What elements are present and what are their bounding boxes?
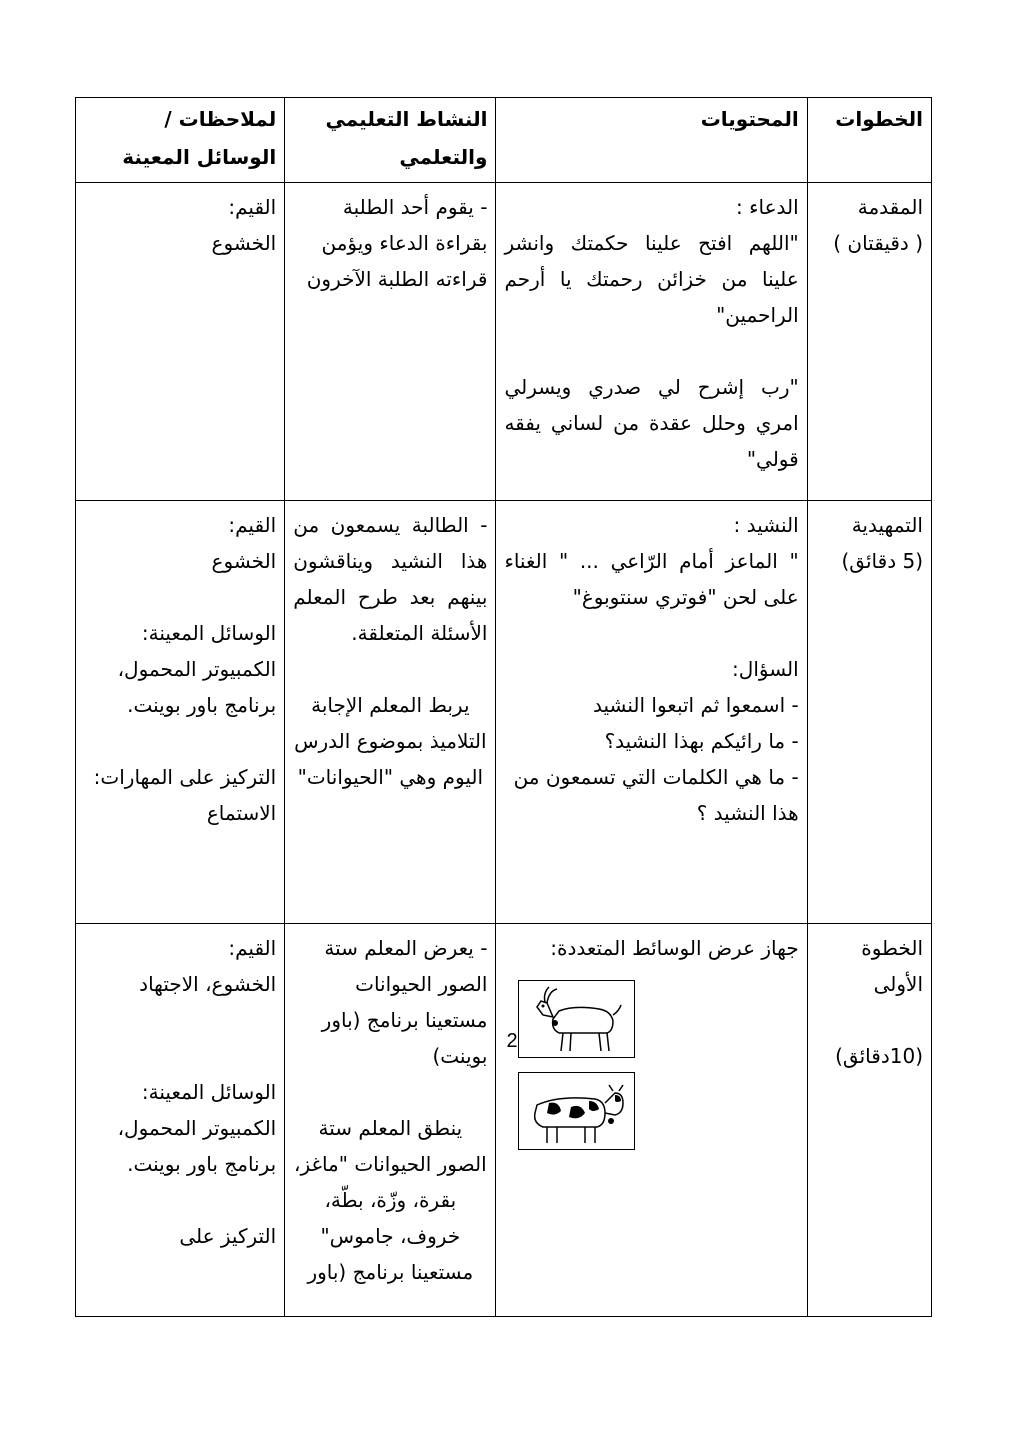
step-label: المقدمة ( دقيقتان ) (833, 195, 923, 255)
notes-text: الوسائل المعينة: الكمبيوتر المحمول، برنامج باور بوينت. (117, 1080, 277, 1176)
contents-text: جهاز عرض الوسائط المتعددة: (550, 936, 799, 960)
notes-text: التركيز على (179, 1224, 277, 1248)
contents-text: "رب إشرح لي صدري ويسرلي امري وحلل عقدة من لساني يفقه قولي" (504, 375, 799, 471)
notes-text: القيم: الخشوع، الاجتهاد (139, 936, 277, 996)
contents-text: السؤال: - اسمعوا ثم اتبعوا النشيد - ما رائيكم بهذا النشيد؟ - ما هي الكلمات التي تسمعون من هذا النشيد ؟ (513, 657, 799, 825)
header-row (76, 98, 932, 183)
header-steps: الخطوات (807, 98, 931, 183)
step-cell (807, 924, 931, 1317)
table-row (76, 501, 932, 924)
cow-picture (518, 1072, 635, 1150)
activity-text: يربط المعلم الإجابة التلاميذ بموضوع الدرس اليوم وهي "الحيوانات" (294, 693, 487, 789)
notes-text: القيم: الخشوع (211, 195, 277, 255)
contents-cell (496, 501, 807, 924)
notes-cell (76, 501, 285, 924)
contents-text: النشيد : " الماعز أمام الرّاعي ... " الغناء على لحن "فوتري سنتوبوغ" (504, 513, 799, 609)
step-cell (807, 501, 931, 924)
activity-text: - يعرض المعلم ستة الصور الحيوانات مستعينا برنامج (باور بوينت) (321, 936, 488, 1068)
step-time: (10دقائق) (835, 1044, 923, 1068)
activity-cell (285, 501, 496, 924)
activity-text: ينطق المعلم ستة الصور الحيوانات "ماغز، بقرة، وزّة، بطّة، خروف، جاموس" مستعينا برنامج (باور (294, 1116, 487, 1284)
activity-cell (285, 183, 496, 501)
lesson-plan-table (75, 97, 932, 1317)
step-cell (807, 183, 931, 501)
contents-text: الدعاء : "اللهم افتح علينا حكمتك وانشر علينا من خزائن رحمتك يا أرحم الراحمين" (504, 195, 799, 327)
step-label: الخطوة الأولى (861, 936, 923, 996)
header-contents: المحتويات (496, 98, 807, 183)
page-number: 2 (506, 1030, 518, 1052)
notes-cell (76, 924, 285, 1317)
table-row (76, 183, 932, 501)
contents-cell (496, 924, 807, 1317)
step-label: التمهيدية (5 دقائق) (841, 513, 923, 573)
activity-text: - الطالبة يسمعون من هذا النشيد ويناقشون بينهم بعد طرح المعلم الأسئلة المتعلقة. (293, 513, 488, 645)
activity-text: - يقوم أحد الطلبة بقراءة الدعاء ويؤمن قراءته الطلبة الآخرون (306, 195, 488, 291)
header-notes: لملاحظات / الوسائل المعينة (76, 98, 285, 183)
notes-text: التركيز على المهارات: الاستماع (93, 765, 277, 825)
table-row (76, 924, 932, 1317)
activity-cell (285, 924, 496, 1317)
contents-cell (496, 183, 807, 501)
notes-text: الوسائل المعينة: الكمبيوتر المحمول، برنامج باور بوينت. (117, 621, 277, 717)
notes-text: القيم: الخشوع (211, 513, 277, 573)
header-activity: النشاط التعليمي والتعلمي (285, 98, 496, 183)
notes-cell (76, 183, 285, 501)
